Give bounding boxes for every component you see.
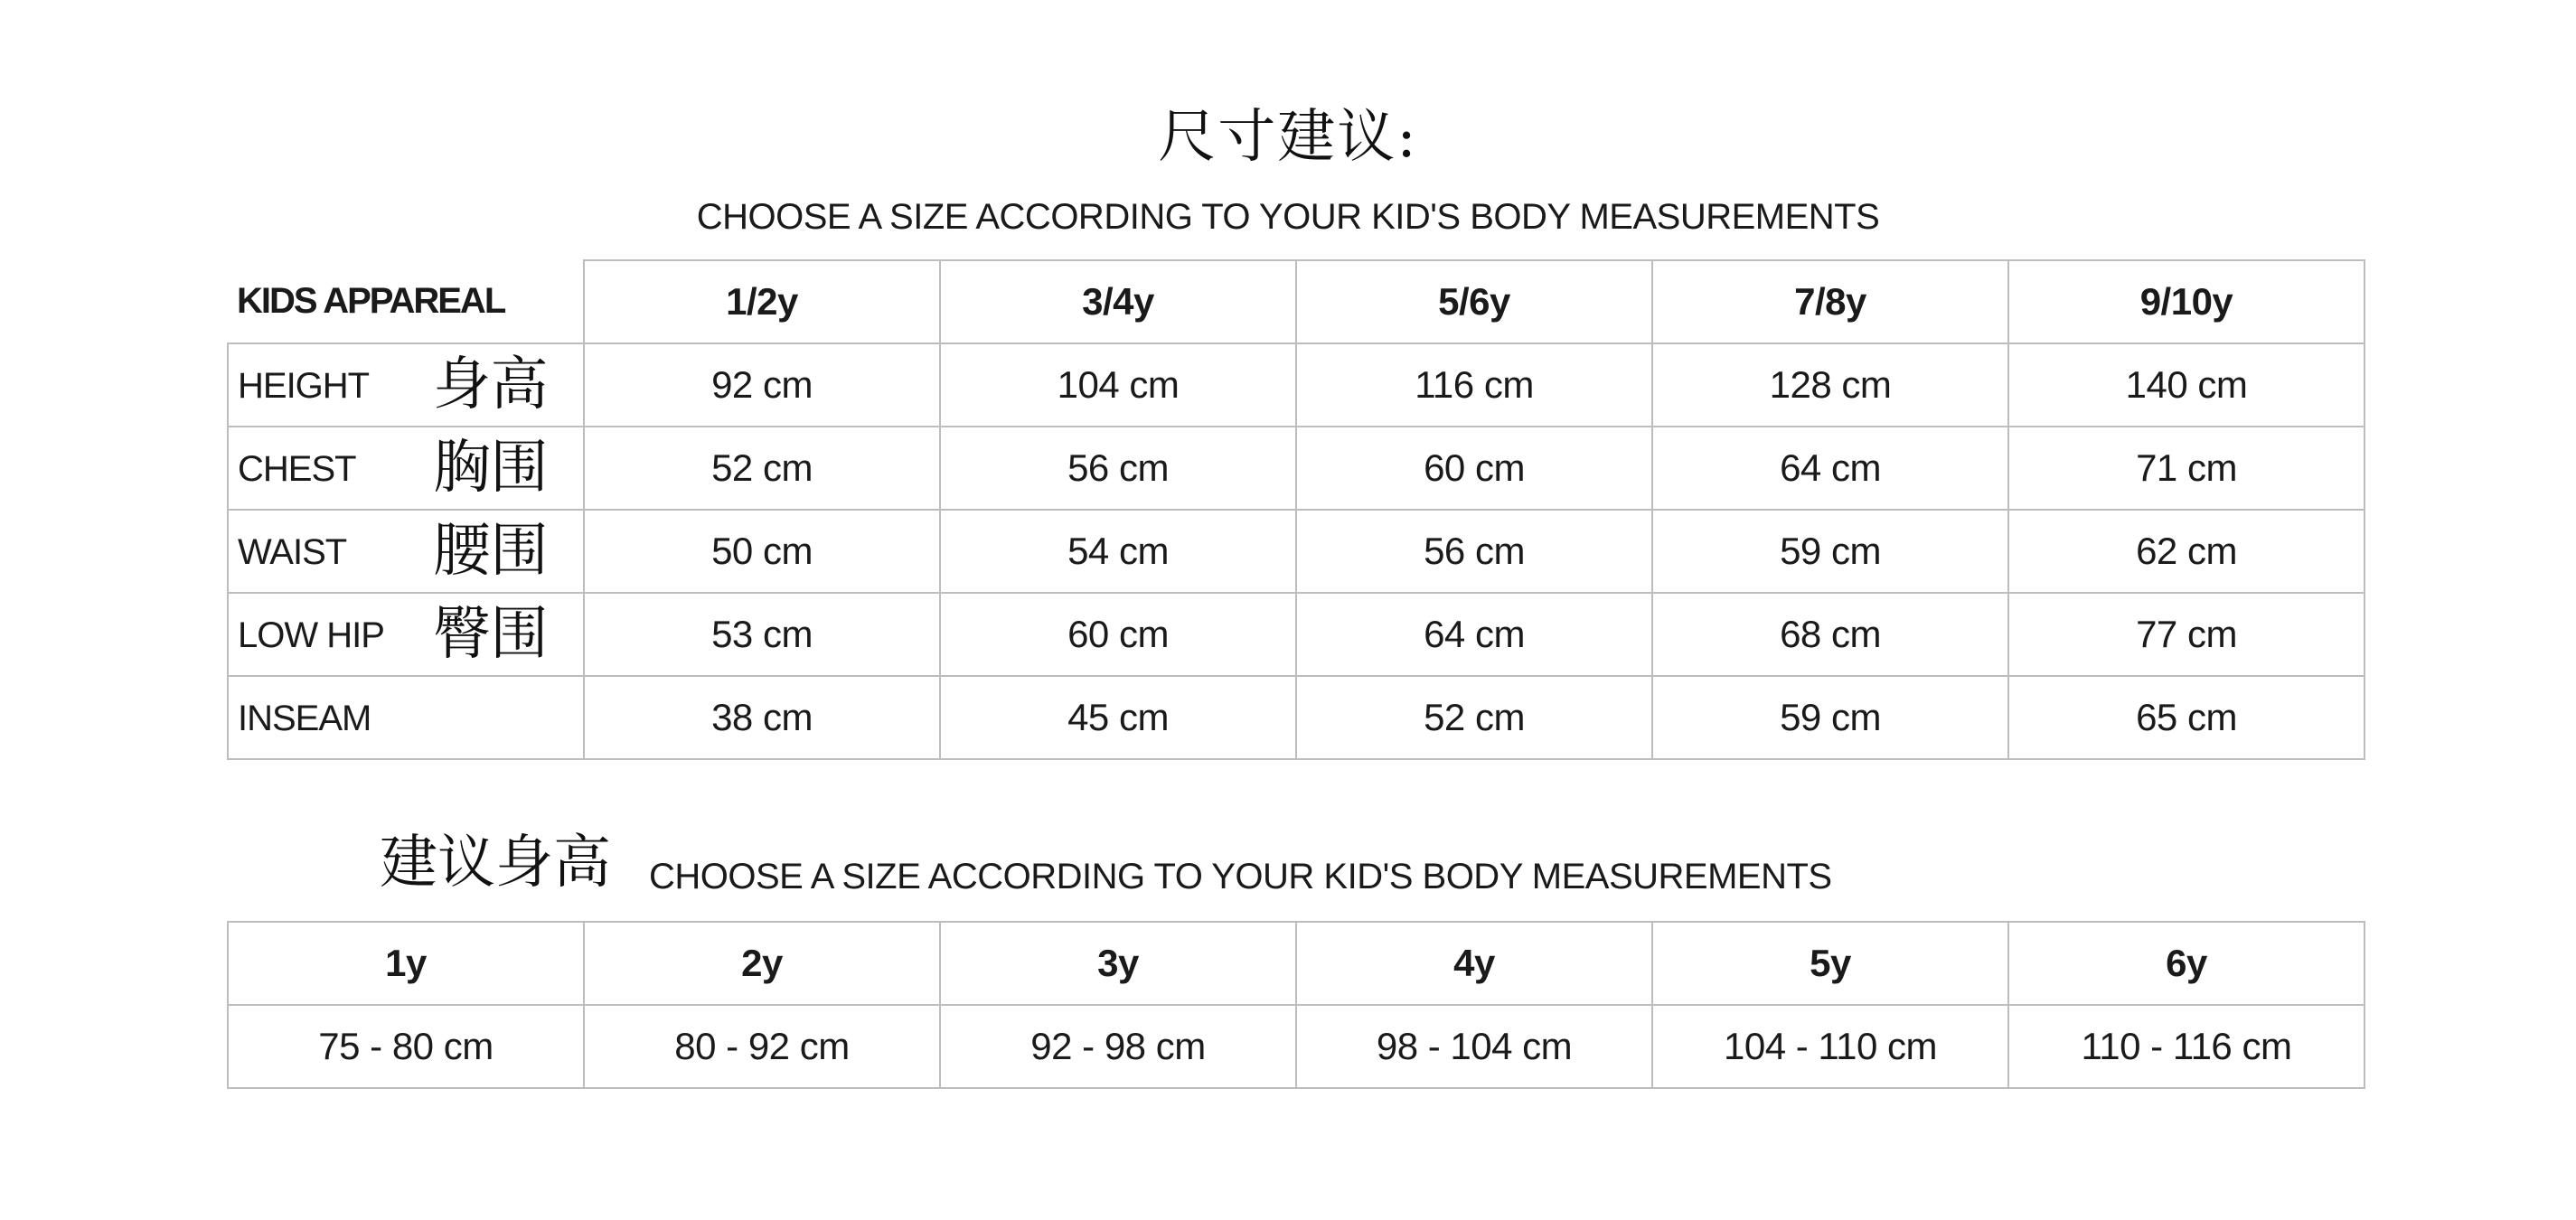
table-cell: 104 cm: [940, 343, 1296, 427]
table-cell: 59 cm: [1652, 676, 2008, 759]
age-column-header: 6y: [2008, 922, 2364, 1005]
table-row-inseam: [228, 676, 2364, 759]
row-label-inseam: [228, 676, 584, 759]
table-cell: 62 cm: [2008, 510, 2364, 593]
table-cell: 116 cm: [1296, 343, 1652, 427]
size-column-header: 9/10y: [2008, 260, 2364, 343]
table-cell: 98 - 104 cm: [1296, 1005, 1652, 1088]
table-cell: 75 - 80 cm: [228, 1005, 584, 1088]
table-cell: 56 cm: [1296, 510, 1652, 593]
table-cell: 64 cm: [1652, 427, 2008, 510]
table-cell: 38 cm: [584, 676, 940, 759]
table-row-chest: [228, 427, 2364, 510]
row-label-cn: 臀围: [433, 601, 548, 668]
table-row-waist: [228, 510, 2364, 593]
height-section-subtitle: CHOOSE A SIZE ACCORDING TO YOUR KID'S BODY MEASUREMENTS: [649, 857, 1832, 896]
age-column-header: 5y: [1652, 922, 2008, 1005]
table-cell: 65 cm: [2008, 676, 2364, 759]
table-cell: 128 cm: [1652, 343, 2008, 427]
table-cell: 45 cm: [940, 676, 1296, 759]
size-column-header: 7/8y: [1652, 260, 2008, 343]
table-cell: 110 - 116 cm: [2008, 1005, 2364, 1088]
row-label-en: INSEAM: [238, 699, 371, 738]
row-label-waist: [228, 510, 584, 593]
row-label-en: WAIST: [238, 532, 347, 572]
table-cell: 64 cm: [1296, 593, 1652, 676]
table-cell: 54 cm: [940, 510, 1296, 593]
row-label-cn: 胸围: [433, 435, 548, 502]
page-title: 尺寸建议:: [1158, 104, 1418, 171]
table-cell: 56 cm: [940, 427, 1296, 510]
height-chart-table: [227, 921, 2365, 1089]
height-section-title: 建议身高: [380, 830, 611, 896]
table-cell: 52 cm: [1296, 676, 1652, 759]
page-subtitle: CHOOSE A SIZE ACCORDING TO YOUR KID'S BODY MEASUREMENTS: [696, 197, 1880, 237]
table-cell: 53 cm: [584, 593, 940, 676]
table-cell: 52 cm: [584, 427, 940, 510]
table-cell: 60 cm: [940, 593, 1296, 676]
age-column-header: 4y: [1296, 922, 1652, 1005]
row-label-en: HEIGHT: [238, 366, 370, 406]
size-chart-table: [227, 259, 2365, 760]
table-cell: 50 cm: [584, 510, 940, 593]
row-label-cn: 身高: [433, 352, 548, 418]
row-label-height: [228, 343, 584, 427]
table-row-low-hip: [228, 593, 2364, 676]
height-chart-header-row: [228, 922, 2364, 1005]
table-cell: 80 - 92 cm: [584, 1005, 940, 1088]
row-label-en: CHEST: [238, 449, 356, 489]
table-cell: 140 cm: [2008, 343, 2364, 427]
table-cell: 92 - 98 cm: [940, 1005, 1296, 1088]
row-label-en: LOW HIP: [238, 615, 384, 655]
table-cell: 71 cm: [2008, 427, 2364, 510]
table-cell: 92 cm: [584, 343, 940, 427]
size-column-header: 1/2y: [584, 260, 940, 343]
age-column-header: 3y: [940, 922, 1296, 1005]
table-row: [228, 1005, 2364, 1088]
table-cell: 68 cm: [1652, 593, 2008, 676]
size-chart-corner-label: KIDS APPAREAL: [228, 260, 584, 343]
row-label-cn: 腰围: [433, 518, 548, 585]
table-cell: 59 cm: [1652, 510, 2008, 593]
row-label-chest: [228, 427, 584, 510]
age-column-header: 1y: [228, 922, 584, 1005]
table-cell: 104 - 110 cm: [1652, 1005, 2008, 1088]
size-column-header: 3/4y: [940, 260, 1296, 343]
table-cell: 60 cm: [1296, 427, 1652, 510]
size-column-header: 5/6y: [1296, 260, 1652, 343]
age-column-header: 2y: [584, 922, 940, 1005]
table-row-height: [228, 343, 2364, 427]
size-chart-header-row: [228, 260, 2364, 343]
table-cell: 77 cm: [2008, 593, 2364, 676]
row-label-low-hip: [228, 593, 584, 676]
